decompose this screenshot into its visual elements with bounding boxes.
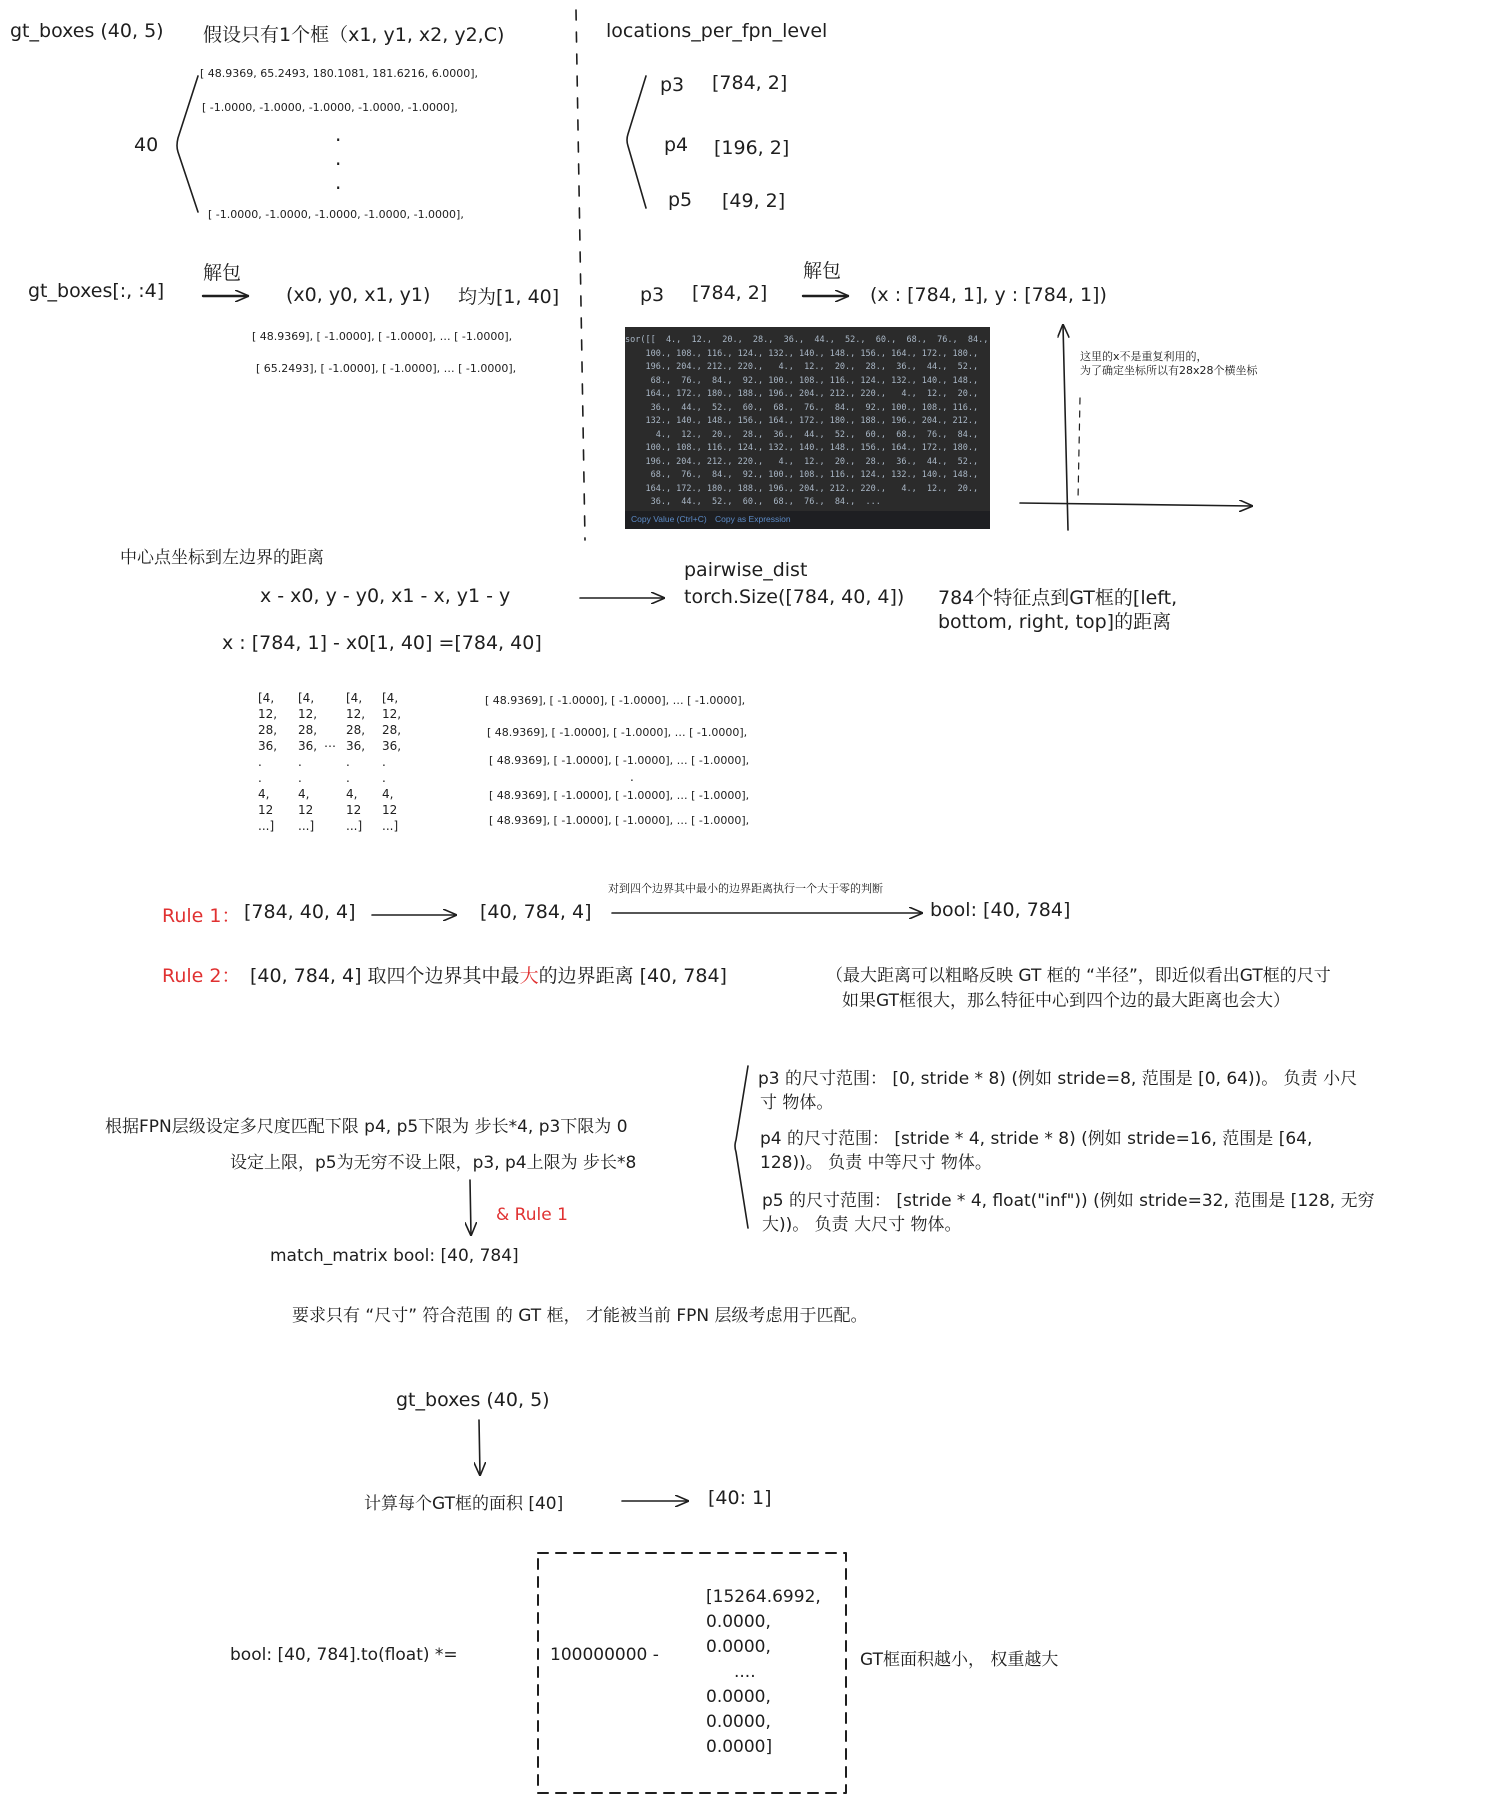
rule1-shape-mid: [40, 784, 4] [480, 901, 592, 923]
locations-title: locations_per_fpn_level [606, 20, 828, 42]
axis-note-2: 为了确定坐标所以有28x28个横坐标 [1080, 364, 1258, 377]
area-compute: 计算每个GT框的面积 [40] [364, 1494, 564, 1514]
rule2-note-1: （最大距离可以粗略反映 GT 框的 “半径”，即近似看出GT框的尺寸 [826, 966, 1331, 986]
level-p5-shape: [49, 2] [722, 190, 786, 212]
unpack-label-right: 解包 [803, 260, 842, 282]
x-column-4: [4, 12, 28, 36, . . 4, 12 ...] [382, 691, 402, 833]
gt-slice-expr: gt_boxes[:, :4] [28, 280, 165, 302]
big-constant: 100000000 - [550, 1645, 659, 1665]
bool-float-expr: bool: [40, 784].to(float) *= [230, 1645, 458, 1665]
brace-fpn-levels [627, 76, 646, 208]
x-columns-ellipsis: … [324, 736, 336, 750]
x0-matrix-row-1: [ 48.9369], [ -1.0000], [ -1.0000], … [ -1.0000], [485, 694, 746, 707]
unpack-p3-name: p3 [640, 284, 665, 306]
distance-desc-1: 784个特征点到GT框的[left, [938, 587, 1178, 609]
row-count: 40 [134, 134, 159, 156]
axis-dashed [1078, 398, 1080, 500]
p5-range-1: p5 的尺寸范围： [stride * 4, float("inf")) (例如 stride=32, 范围是 [128, 无穷 [762, 1191, 1375, 1211]
p3-range-2: 寸 物体。 [760, 1093, 834, 1113]
area-note: GT框面积越小， 权重越大 [860, 1650, 1059, 1670]
gt-ellipsis: . . . [335, 122, 342, 194]
copy-value-link[interactable]: Copy Value (Ctrl+C) [631, 514, 707, 524]
distance-desc-2: bottom, right, top]的距离 [938, 611, 1172, 633]
x-column-3: [4, 12, 28, 36, . . 4, 12 ...] [346, 691, 366, 833]
x0-matrix-row-3: [ 48.9369], [ -1.0000], [ -1.0000], … [ -1.0000], [489, 754, 750, 767]
x-column-2: [4, 12, 28, 36, . . 4, 12 ...] [298, 691, 318, 833]
p4-range-2: 128))。 负责 中等尺寸 物体。 [760, 1153, 992, 1173]
x0-values: [ 48.9369], [ -1.0000], [ -1.0000], … [ -1.0000], [252, 330, 513, 343]
area-gt-boxes: gt_boxes (40, 5) [396, 1389, 550, 1411]
brace-fpn-ranges [735, 1066, 748, 1228]
gt-boxes-title: gt_boxes (40, 5) [10, 20, 164, 42]
gt-row-last: [ -1.0000, -1.0000, -1.0000, -1.0000, -1.0000], [208, 208, 464, 221]
fpn-upper-bound: 设定上限，p5为无穷不设上限，p3, p4上限为 步长*8 [230, 1153, 637, 1173]
divider-line [576, 10, 585, 540]
fpn-lower-bound: 根据FPN层级设定多尺度匹配下限 p4, p5下限为 步长*4, p3下限为 0 [105, 1117, 628, 1137]
rule1-note: 对到四个边界其中最小的边界距离执行一个大于零的判断 [608, 882, 883, 895]
y0-values: [ 65.2493], [ -1.0000], [ -1.0000], … [ -1.0000], [256, 362, 517, 375]
broadcast-expr: x : [784, 1] - x0[1, 40] =[784, 40] [222, 632, 542, 654]
level-p4-name: p4 [664, 134, 689, 156]
debugger-tensor-view: sor([[ 4., 12., 20., 28., 36., 44., 52., 60., 68., 76., 84., 100., 108., 116., 124., 132., 140., 148., 156., 164., 172., 180., 196., 204., 212., 220., 4., 12., 20., 28., 36., 44., 52., 68., 76., 84., 92., 100., 108., 116., 124., 132., 140., 148., 164., 172., 180., 188., 196., 204., 212., 220., 4., 12., 20., 36., 44., 52., 60., 68., 76., 84., 92., 100., 108., 116., 132., 140., 148., 156., 164., 172., 180., 188., 196., 204., 212., 4., 12., 20., 28., 36., 44., 52., 60., 68., 76., 84., 100., 108., 116., 124., 132., 140., 148., 156., 164., 172., 180., 196., 204., 212., 220., 4., 12., 20., 28., 36., 44., 52., 68., 76., 84., 92., 100., 108., 116., 124., 132., 140., 148., 164., 172., 180., 188., 196., 204., 212., 220., 4., 12., 20., 36., 44., 52., 60., 68., 76., 84., ... Copy Value (Ctrl+C) Copy as Expression [625, 327, 990, 529]
pairwise-label: pairwise_dist [684, 559, 808, 581]
area-result: [40: 1] [708, 1487, 772, 1509]
p4-range-1: p4 的尺寸范围： [stride * 4, stride * 8) (例如 stride=16, 范围是 [64, [760, 1129, 1313, 1149]
gt-row-second: [ -1.0000, -1.0000, -1.0000, -1.0000, -1.0000], [202, 101, 458, 114]
x0-matrix-row-2: [ 48.9369], [ -1.0000], [ -1.0000], … [ -1.0000], [487, 726, 748, 739]
level-p4-shape: [196, 2] [714, 137, 790, 159]
unpack-label-left: 解包 [203, 262, 242, 284]
level-p5-name: p5 [668, 189, 693, 211]
rule2-label: Rule 2： [162, 965, 241, 987]
area-down-arrow [479, 1420, 480, 1475]
pairwise-size: torch.Size([784, 40, 4]) [684, 586, 905, 608]
unpack-p3-shape: [784, 2] [692, 282, 768, 304]
distance-expr: x - x0, y - y0, x1 - x, y1 - y [260, 585, 511, 607]
rule2-highlight: 大 [519, 965, 539, 987]
unpack-result-right: (x : [784, 1], y : [784, 1]) [870, 284, 1107, 306]
assume-text: 假设只有1个框（x1, y1, x2, y2,C) [203, 24, 505, 46]
rule2-note-2: 如果GT框很大，那么特征中心到四个边的最大距离也会大） [842, 991, 1290, 1011]
x0-matrix-dot: . [630, 770, 634, 784]
level-p3-name: p3 [660, 74, 685, 96]
level-p3-shape: [784, 2] [712, 72, 788, 94]
area-values: [15264.6992, 0.0000, 0.0000, .... 0.0000, 0.0000, 0.0000] [706, 1587, 821, 1757]
axis-y [1063, 325, 1068, 530]
axis-x [1020, 503, 1252, 506]
unpack-result-left: (x0, y0, x1, y1) [286, 284, 431, 306]
rule1-shape-in: [784, 40, 4] [244, 901, 356, 923]
unpack-shape-left: 均为[1, 40] [458, 286, 560, 308]
rule1-result: bool: [40, 784] [930, 899, 1071, 921]
rule2-text: [40, 784, 4] 取四个边界其中最大的边界距离 [40, 784] [250, 965, 727, 987]
axis-note-1: 这里的x不是重复利用的， [1080, 350, 1208, 363]
brace-gt-rows [177, 76, 198, 212]
x0-matrix-row-5: [ 48.9369], [ -1.0000], [ -1.0000], … [ -1.0000], [489, 814, 750, 827]
p3-range-1: p3 的尺寸范围： [0, stride * 8) (例如 stride=8, 范围是 [0, 64))。 负责 小尺 [758, 1069, 1358, 1089]
match-matrix: match_matrix bool: [40, 784] [270, 1246, 519, 1266]
x0-matrix-row-4: [ 48.9369], [ -1.0000], [ -1.0000], … [ -1.0000], [489, 789, 750, 802]
and-rule1: & Rule 1 [496, 1205, 568, 1225]
rule1-label: Rule 1： [162, 905, 241, 927]
gt-row-first: [ 48.9369, 65.2493, 180.1081, 181.6216, 6.0000], [200, 67, 478, 80]
distance-heading: 中心点坐标到左边界的距离 [120, 548, 324, 568]
x-column-1: [4, 12, 28, 36, . . 4, 12 ...] [258, 691, 278, 833]
p5-range-2: 大))。 负责 大尺寸 物体。 [762, 1215, 962, 1235]
copy-expression-link[interactable]: Copy as Expression [715, 514, 791, 524]
rule1-down-arrow [470, 1180, 471, 1235]
match-requirement: 要求只有 “尺寸” 符合范围 的 GT 框， 才能被当前 FPN 层级考虑用于匹配。 [292, 1306, 868, 1326]
